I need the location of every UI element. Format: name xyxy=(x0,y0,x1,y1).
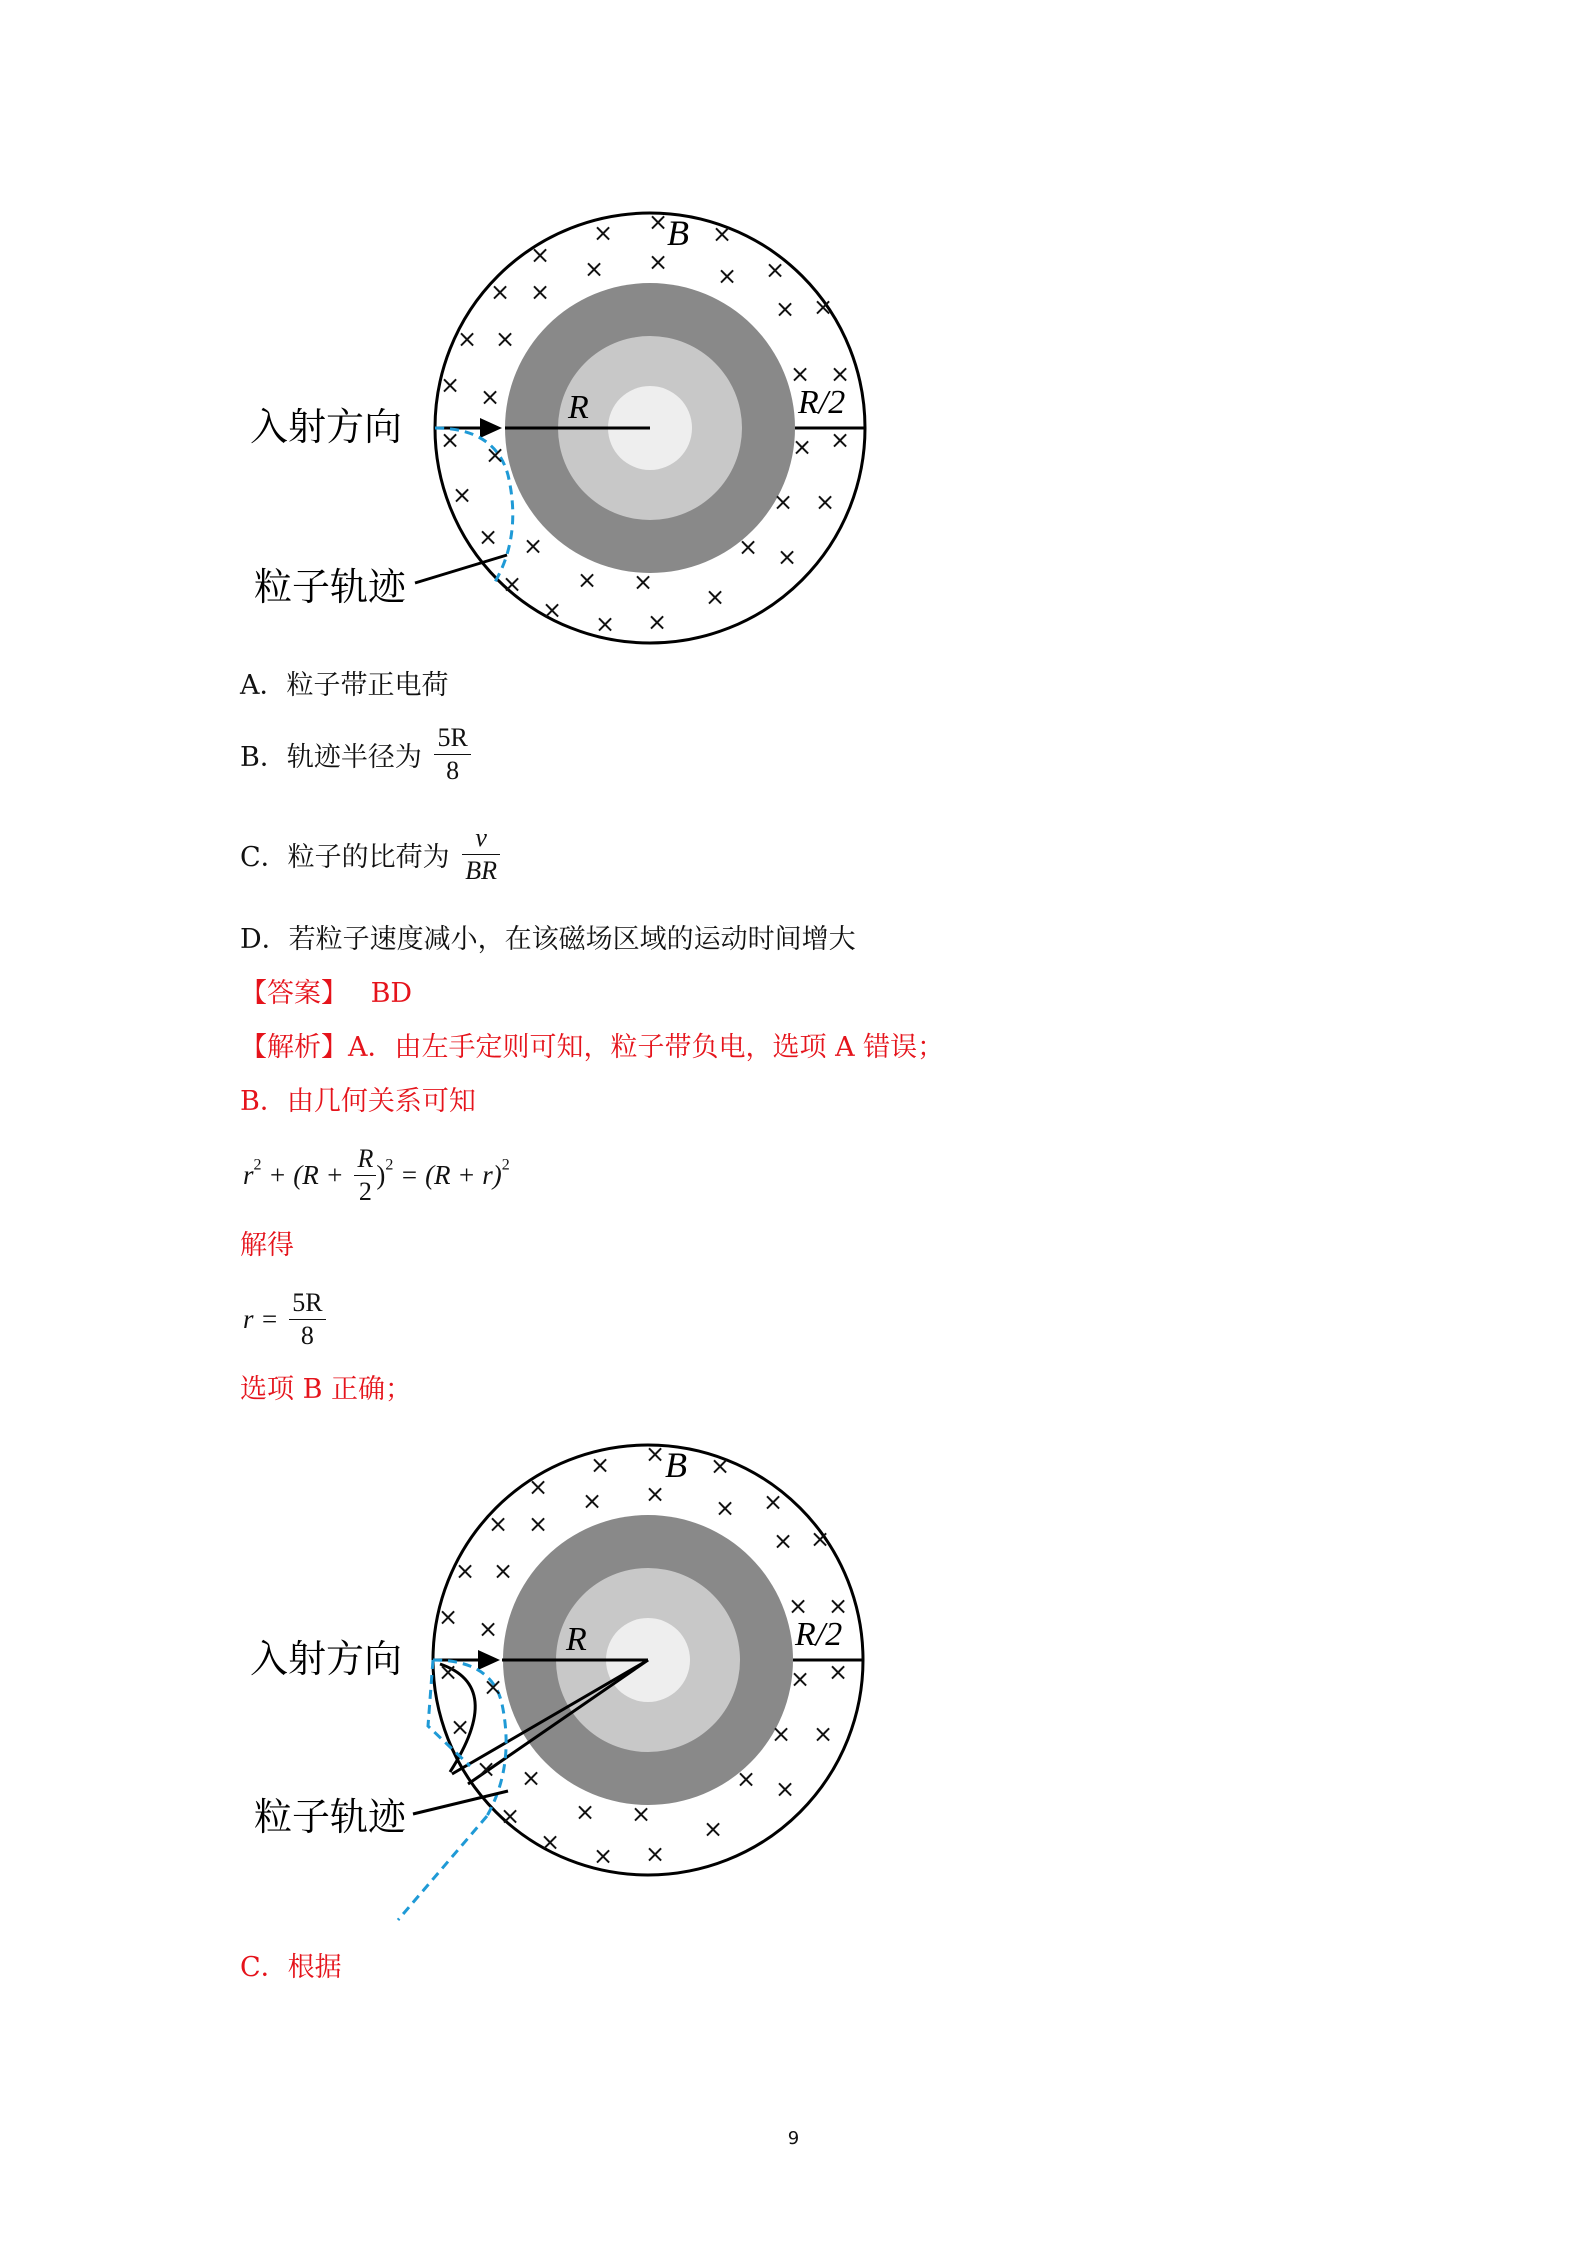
field-cross: × xyxy=(830,426,851,454)
option-b-fraction xyxy=(434,722,470,787)
option-b-denominator: 8 xyxy=(446,756,460,785)
field-cross: × xyxy=(476,1755,497,1783)
option-a: A．粒子带正电荷 xyxy=(240,670,449,701)
field-cross: × xyxy=(478,1615,499,1643)
field-cross: × xyxy=(438,1603,459,1631)
field-cross: × xyxy=(528,1510,549,1538)
field-cross: × xyxy=(773,488,794,516)
field-cross: × xyxy=(810,1525,831,1553)
option-c-fraction xyxy=(462,822,500,887)
figure-magnetic-field-2 xyxy=(240,1436,900,1936)
label-incident: 入射方向 xyxy=(250,405,403,449)
field-cross: × xyxy=(528,1473,549,1501)
equation-1: $r^2 + (R$ + $\frac{R}{2}$ )$^2 = (R + r)^2$ xyxy=(243,1144,510,1206)
field-cross: × xyxy=(813,1720,834,1748)
field-cross: × xyxy=(830,360,851,388)
analysis-a-text: A．由左手定则可知，粒子带负电，选项 A 错误； xyxy=(348,1032,945,1063)
field-cross: × xyxy=(593,1842,614,1870)
eq1-numerator: R xyxy=(354,1143,376,1176)
option-b-text: B．轨迹半径为 xyxy=(240,742,422,773)
field-cross: × xyxy=(828,1658,849,1686)
analysis-label: 【解析】 xyxy=(240,1032,348,1063)
analysis-b-conclusion: 选项 B 正确； xyxy=(240,1374,413,1405)
field-cross: × xyxy=(530,278,551,306)
field-cross: × xyxy=(633,568,654,596)
eq1-plus: + (R + xyxy=(261,1160,351,1190)
solve-label: 解得 xyxy=(240,1230,294,1261)
field-cross: × xyxy=(717,262,738,290)
field-cross: × xyxy=(765,256,786,284)
field-cross: × xyxy=(450,1713,471,1741)
equation-2 xyxy=(243,1287,326,1352)
field-cross: × xyxy=(582,1487,603,1515)
label-B: B xyxy=(667,213,689,253)
label-R-half: R/2 xyxy=(798,384,846,421)
option-c-denominator: BR xyxy=(465,856,498,885)
field-cross: × xyxy=(577,566,598,594)
answer-label: 【答案】 xyxy=(240,978,348,1009)
field-cross: × xyxy=(480,383,501,411)
field-cross: × xyxy=(775,295,796,323)
field-cross: × xyxy=(542,596,563,624)
page-number: 9 xyxy=(787,2128,800,2149)
field-cross: × xyxy=(712,220,733,248)
field-cross: × xyxy=(523,532,544,560)
field-cross: × xyxy=(777,543,798,571)
label-R: R xyxy=(566,1621,587,1658)
field-cross: × xyxy=(763,1488,784,1516)
field-cross: × xyxy=(584,255,605,283)
field-cross: × xyxy=(457,325,478,353)
field-cross: × xyxy=(438,1658,459,1686)
field-cross: × xyxy=(647,608,668,636)
field-cross: × xyxy=(631,1800,652,1828)
field-cross: × xyxy=(771,1720,792,1748)
field-cross: × xyxy=(773,1527,794,1555)
field-cross: × xyxy=(485,441,506,469)
field-cross: × xyxy=(483,1673,504,1701)
option-b xyxy=(240,722,471,787)
option-c-numerator: v xyxy=(462,822,500,855)
field-cross: × xyxy=(590,1451,611,1479)
answer-value: BD xyxy=(370,978,413,1009)
eq2-fraction xyxy=(289,1287,325,1352)
field-cross: × xyxy=(648,208,669,236)
field-cross: × xyxy=(500,1802,521,1830)
field-cross: × xyxy=(540,1828,561,1856)
field-cross: × xyxy=(595,610,616,638)
analysis-b: B．由几何关系可知 xyxy=(240,1086,476,1117)
figure-magnetic-field-1 xyxy=(240,200,900,660)
field-cross: × xyxy=(775,1775,796,1803)
field-cross: × xyxy=(455,1557,476,1585)
label-incident: 入射方向 xyxy=(250,1637,403,1681)
field-cross: × xyxy=(790,1665,811,1693)
field-cross: × xyxy=(736,1765,757,1793)
field-cross: × xyxy=(495,325,516,353)
analysis-c: C．根据 xyxy=(240,1952,342,1983)
option-d: D．若粒子速度减小，在该磁场区域的运动时间增大 xyxy=(240,924,856,955)
field-cross: × xyxy=(738,533,759,561)
option-c-text: C．粒子的比荷为 xyxy=(240,842,450,873)
field-cross: × xyxy=(788,1592,809,1620)
eq1-denominator: 2 xyxy=(358,1177,372,1206)
field-cross: × xyxy=(715,1494,736,1522)
option-b-numerator: 5R xyxy=(434,722,470,755)
field-cross: × xyxy=(790,360,811,388)
field-cross: × xyxy=(703,1815,724,1843)
field-cross: × xyxy=(488,1510,509,1538)
eq1-right: = (R + r) xyxy=(393,1160,502,1190)
label-R: R xyxy=(568,389,589,426)
field-cross: × xyxy=(452,481,473,509)
field-cross: × xyxy=(490,278,511,306)
field-cross: × xyxy=(648,248,669,276)
analysis-a xyxy=(240,1030,944,1066)
field-cross: × xyxy=(645,1440,666,1468)
eq2-denominator: 8 xyxy=(300,1321,314,1350)
eq2-numerator: 5R xyxy=(289,1287,325,1320)
field-cross: × xyxy=(440,426,461,454)
field-cross: × xyxy=(710,1452,731,1480)
exit-line xyxy=(398,1816,487,1920)
eq1-fraction xyxy=(354,1143,376,1208)
eq1-r: r xyxy=(243,1160,254,1190)
field-cross: × xyxy=(828,1592,849,1620)
field-cross: × xyxy=(530,241,551,269)
field-cross: × xyxy=(575,1798,596,1826)
field-cross: × xyxy=(792,433,813,461)
label-R-half: R/2 xyxy=(795,1616,843,1653)
field-cross: × xyxy=(645,1840,666,1868)
field-cross: × xyxy=(645,1480,666,1508)
label-B: B xyxy=(665,1445,687,1485)
field-cross: × xyxy=(521,1764,542,1792)
field-cross: × xyxy=(502,570,523,598)
field-cross: × xyxy=(815,488,836,516)
field-cross: × xyxy=(593,219,614,247)
field-cross: × xyxy=(813,293,834,321)
answer-line xyxy=(240,976,412,1012)
eq2-left: r = xyxy=(243,1304,286,1334)
field-cross: × xyxy=(440,371,461,399)
label-trajectory: 粒子轨迹 xyxy=(254,565,407,609)
field-cross: × xyxy=(705,583,726,611)
field-cross: × xyxy=(478,523,499,551)
option-c xyxy=(240,822,500,887)
field-cross: × xyxy=(493,1557,514,1585)
label-trajectory: 粒子轨迹 xyxy=(254,1795,407,1839)
